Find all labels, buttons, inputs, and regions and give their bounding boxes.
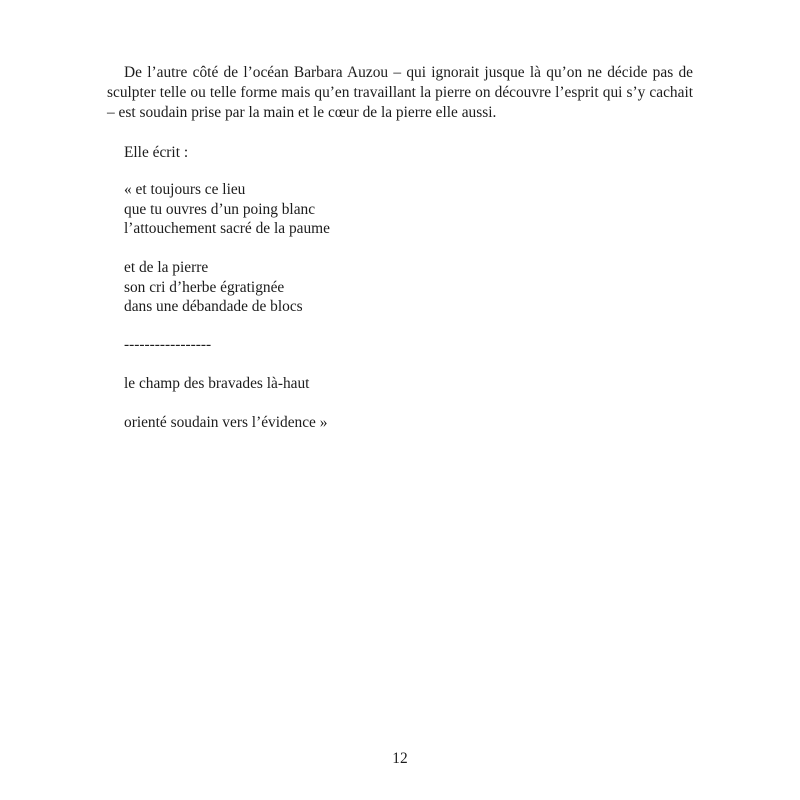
- poem-line: son cri d’herbe égratignée: [124, 278, 285, 296]
- poem-line: « et toujours ce lieu: [124, 181, 246, 198]
- poem-line: que tu ouvres d’un poing blanc: [124, 200, 316, 218]
- page-number: 12: [392, 750, 408, 767]
- poem-line: le champ des bravades là-haut: [124, 375, 310, 392]
- lead-in-text: Elle écrit :: [124, 144, 189, 161]
- poem-line: orienté soudain vers l’évidence »: [124, 414, 328, 431]
- poem-stanza-1: [124, 180, 330, 239]
- poem-line: l’attouchement sacré de la paume: [124, 220, 330, 237]
- intro-paragraph: De l’autre côté de l’océan Barbara Auzou – qui ignorait jusque là qu’on ne décide pas de sculpter telle ou telle forme mais qu’en travaillant la pierre on découvre l’esprit qui s’y cachait – est soudain prise par la main et le cœur de la pierre elle aussi.: [107, 64, 693, 121]
- poem-line: et de la pierre: [124, 259, 209, 276]
- poem-line: dans une débandade de blocs: [124, 298, 303, 315]
- poem-separator: -----------------: [124, 336, 212, 353]
- poem-stanza-2: [124, 258, 303, 317]
